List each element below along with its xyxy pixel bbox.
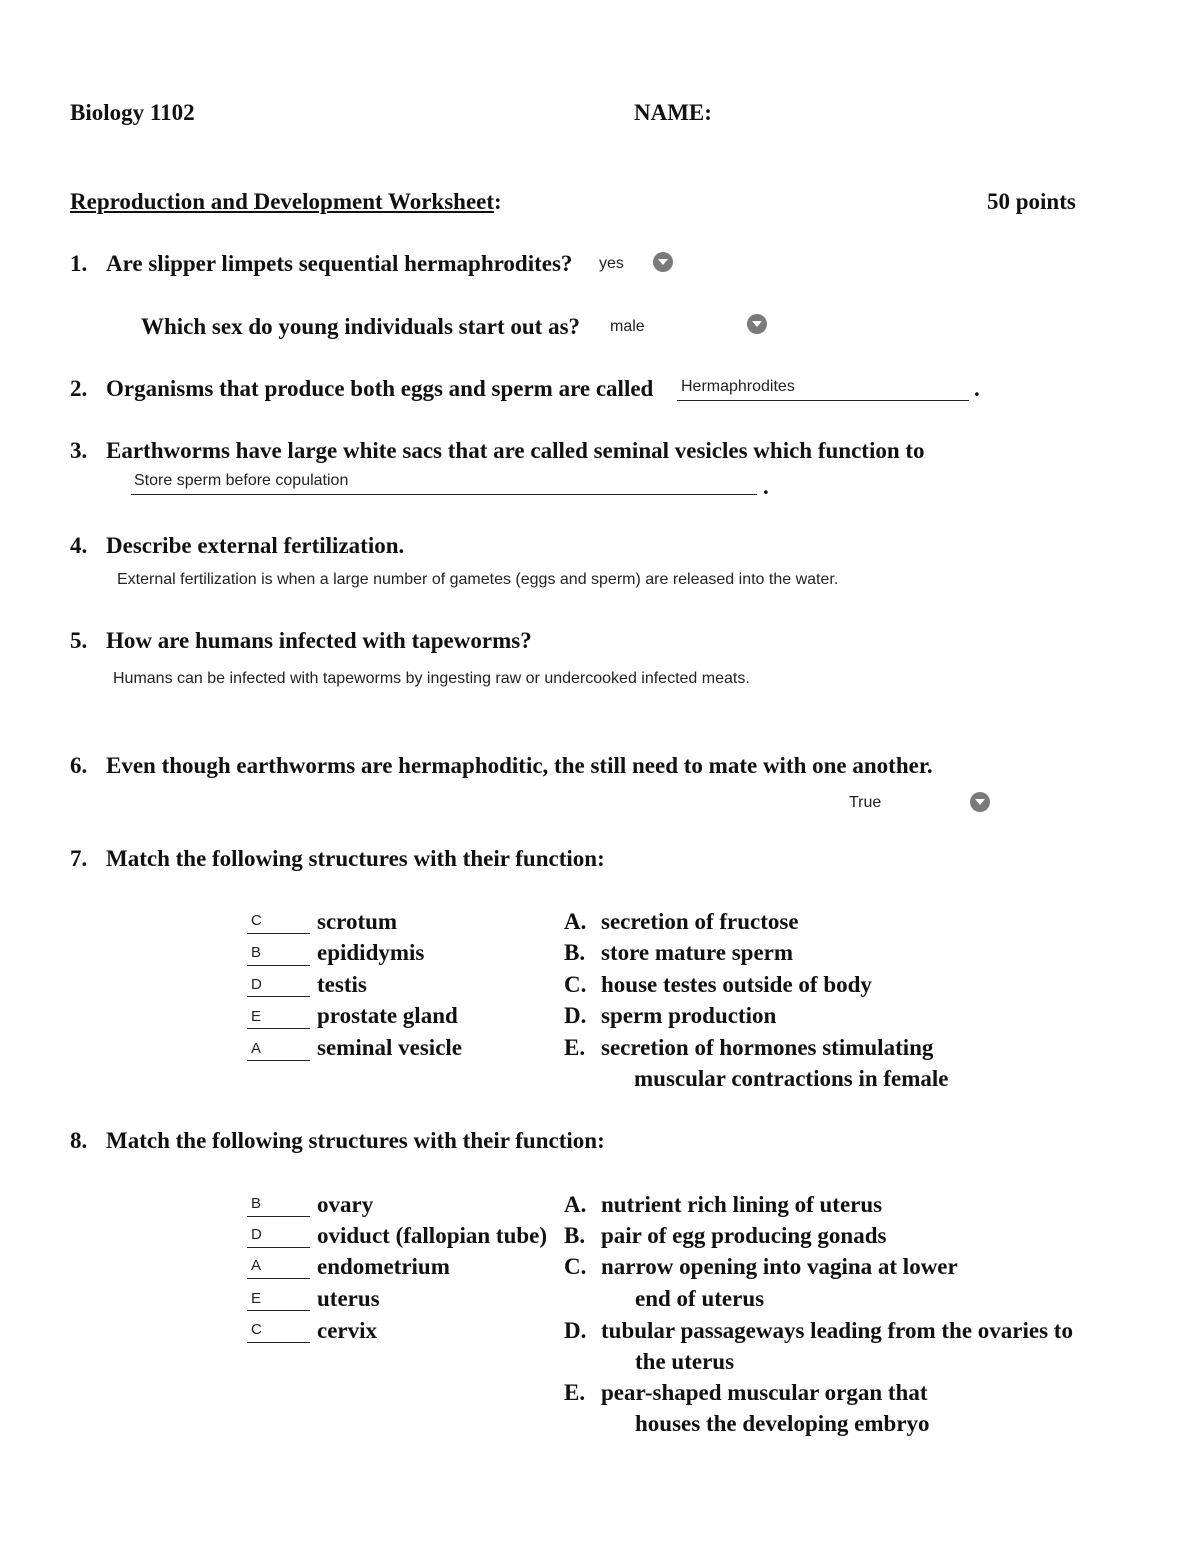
q8-function-text: pair of egg producing gonads — [601, 1223, 887, 1248]
q8-function-text: tubular passageways leading from the ovaries to — [601, 1318, 1073, 1343]
q8-structure-label: endometrium — [317, 1254, 450, 1279]
q8-function-text: narrow opening into vagina at lower — [601, 1254, 958, 1279]
q3-number: 3. — [70, 438, 88, 463]
q8-blank-endometrium[interactable]: A — [251, 1257, 262, 1274]
q3-answer-underline — [131, 494, 757, 495]
q8-blank-line — [247, 1247, 310, 1248]
q7-number: 7. — [70, 846, 88, 871]
q2-text: Organisms that produce both eggs and sperm are called — [106, 376, 654, 401]
q7-structure-label: scrotum — [317, 909, 398, 934]
worksheet-title-colon: : — [494, 189, 502, 214]
q8-function-letter: B. — [564, 1223, 586, 1248]
q5-answer-field[interactable]: Humans can be infected with tapeworms by ingesting raw or undercooked infected meats. — [113, 670, 750, 687]
q1-sub-answer-dropdown[interactable]: male — [610, 318, 645, 335]
q8-function-letter: C. — [564, 1254, 587, 1279]
q7-function-text: sperm production — [601, 1003, 777, 1028]
q7-function-letter: D. — [564, 1003, 587, 1028]
q8-blank-line — [247, 1310, 310, 1311]
name-label: NAME: — [634, 100, 712, 125]
q8-blank-line — [247, 1342, 310, 1343]
q7-blank-testis[interactable]: D — [251, 976, 262, 993]
q8-function-letter: D. — [564, 1318, 587, 1343]
chevron-down-icon[interactable] — [653, 252, 673, 272]
q7-structure-label: prostate gland — [317, 1003, 458, 1028]
q7-function-letter: A. — [564, 909, 587, 934]
points-label: 50 points — [987, 189, 1076, 214]
q7-structure-label: seminal vesicle — [317, 1035, 462, 1060]
q2-answer-field[interactable]: Hermaphrodites — [681, 378, 795, 395]
q7-blank-scrotum[interactable]: C — [251, 912, 262, 929]
q7-blank-prostate[interactable]: E — [251, 1008, 262, 1025]
q6-answer-dropdown[interactable]: True — [849, 794, 882, 811]
chevron-down-icon[interactable] — [970, 792, 990, 812]
course-title: Biology 1102 — [70, 100, 195, 125]
q7-structure-label: epididymis — [317, 940, 425, 965]
q7-blank-epididymis[interactable]: B — [251, 944, 262, 961]
q1-number: 1. — [70, 251, 88, 276]
q8-function-letter: E. — [564, 1380, 586, 1405]
q8-function-text-cont: end of uterus — [635, 1286, 765, 1311]
q8-blank-line — [247, 1216, 310, 1217]
q7-blank-line — [247, 1060, 310, 1061]
chevron-down-icon[interactable] — [747, 314, 767, 334]
q1-sub-text: Which sex do young individuals start out as? — [141, 314, 581, 339]
q8-function-text-cont: the uterus — [635, 1349, 735, 1374]
q4-text: Describe external fertilization. — [106, 533, 405, 558]
q8-blank-cervix[interactable]: C — [251, 1321, 262, 1338]
q7-function-letter: C. — [564, 972, 587, 997]
q7-function-text: secretion of hormones stimulating — [601, 1035, 934, 1060]
q7-function-letter: B. — [564, 940, 586, 965]
q8-function-letter: A. — [564, 1192, 587, 1217]
q7-blank-line — [247, 933, 310, 934]
q8-blank-line — [247, 1278, 310, 1279]
q7-structure-label: testis — [317, 972, 367, 997]
q3-period: . — [763, 474, 769, 499]
q8-function-text: nutrient rich lining of uterus — [601, 1192, 883, 1217]
q7-function-text-cont: muscular contractions in female — [634, 1066, 949, 1091]
worksheet-title — [70, 189, 502, 215]
q5-text: How are humans infected with tapeworms? — [106, 628, 532, 653]
q8-structure-label: ovary — [317, 1192, 374, 1217]
q7-blank-line — [247, 996, 310, 997]
q7-function-text: house testes outside of body — [601, 972, 872, 997]
q7-blank-line — [247, 1028, 310, 1029]
q2-period: . — [974, 376, 980, 401]
q2-answer-underline — [677, 400, 969, 401]
q8-structure-label: cervix — [317, 1318, 378, 1343]
q3-text: Earthworms have large white sacs that are called seminal vesicles which function to — [106, 438, 925, 463]
q4-answer-field[interactable]: External fertilization is when a large number of gametes (eggs and sperm) are released into the water. — [117, 571, 839, 588]
q8-text: Match the following structures with their function: — [106, 1128, 605, 1153]
q6-text: Even though earthworms are hermaphoditic, the still need to mate with one another. — [106, 753, 933, 778]
q4-number: 4. — [70, 533, 88, 558]
q7-function-text: store mature sperm — [601, 940, 794, 965]
q8-blank-ovary[interactable]: B — [251, 1195, 262, 1212]
q7-blank-seminal-vesicle[interactable]: A — [251, 1040, 262, 1057]
worksheet-title-text: Reproduction and Development Worksheet — [70, 189, 495, 214]
q7-function-letter: E. — [564, 1035, 586, 1060]
q5-number: 5. — [70, 628, 88, 653]
q7-text: Match the following structures with their function: — [106, 846, 605, 871]
q8-function-text: pear-shaped muscular organ that — [601, 1380, 928, 1405]
q6-number: 6. — [70, 753, 88, 778]
q1-answer-dropdown[interactable]: yes — [599, 255, 624, 272]
q7-function-text: secretion of fructose — [601, 909, 799, 934]
q8-function-text-cont: houses the developing embryo — [635, 1411, 930, 1436]
q7-blank-line — [247, 965, 310, 966]
q8-number: 8. — [70, 1128, 88, 1153]
q8-structure-label: uterus — [317, 1286, 380, 1311]
q1-text: Are slipper limpets sequential hermaphrodites? — [106, 251, 573, 276]
q2-number: 2. — [70, 376, 88, 401]
q8-blank-uterus[interactable]: E — [251, 1290, 262, 1307]
q8-structure-label: oviduct (fallopian tube) — [317, 1223, 548, 1248]
q8-blank-oviduct[interactable]: D — [251, 1226, 262, 1243]
q3-answer-field[interactable]: Store sperm before copulation — [134, 472, 349, 489]
